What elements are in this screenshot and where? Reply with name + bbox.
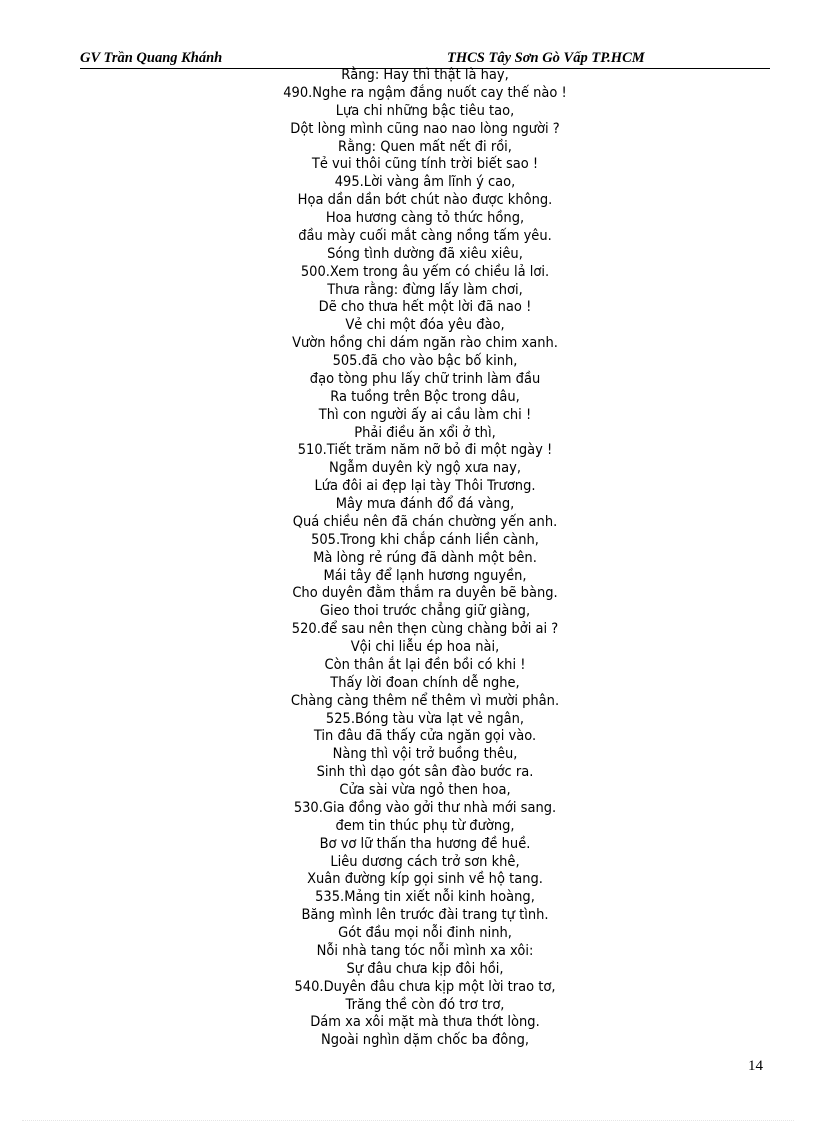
poem-line: Vườn hồng chi dám ngăn rào chim xanh. [292,335,558,352]
poem-line: Vẻ chi một đóa yêu đào, [345,317,505,334]
poem-line: Lứa đôi ai đẹp lại tày Thôi Trương. [314,478,536,495]
poem-line: Mà lòng rẻ rúng đã dành một bên. [313,549,537,566]
poem-line: đầu mày cuối mắt càng nồng tấm yêu. [298,227,552,244]
poem-line: Thấy lời đoan chính dễ nghe, [330,674,520,691]
poem-line: Thì con người ấy ai cầu làm chi ! [318,406,532,423]
poem-line: Mây mưa đánh đổ đá vàng, [335,496,515,512]
poem-line: Thưa rằng: đừng lấy làm chơi, [327,281,523,298]
poem-line: Sự đâu chưa kịp đôi hồi, [346,960,504,977]
poem-line: Sinh thì dạo gót sân đào bước ra. [316,764,534,781]
poem-line: Băng mình lên trước đài trang tự tình. [301,907,549,924]
header-school: THCS Tây Sơn Gò Vấp TP.HCM [447,50,645,66]
poem-line: 505.đã cho vào bậc bố kinh, [332,353,518,369]
poem-line: Liêu dương cách trở sơn khê, [330,853,520,870]
poem-line: 510.Tiết trăm năm nỡ bỏ đi một ngày ! [297,442,553,459]
poem-line: Quá chiều nên đã chán chường yến anh. [292,513,558,530]
poem-line: Mái tây để lạnh hương nguyền, [323,567,527,584]
poem-line: 490.Nghe ra ngậm đắng nuốt cay thế nào ! [283,84,567,101]
poem-line: Hoa hương càng tỏ thức hồng, [325,210,525,226]
poem-line: Nàng thì vội trở buồng thêu, [332,746,518,763]
poem-line: Ra tuồng trên Bộc trong dâu, [330,388,520,405]
poem-line: Vội chi liễu ép hoa nài, [350,639,500,655]
poem-line: Gieo thoi trước chẳng giữ giàng, [319,603,531,620]
header-author: GV Trần Quang Khánh [80,50,223,66]
poem-line: 530.Gia đồng vào gởi thư nhà mới sang. [293,799,557,816]
poem-line: Lựa chi những bậc tiêu tao, [335,102,515,119]
poem-line: Ngoài nghìn dặm chốc ba đông, [320,1032,530,1049]
poem-line: đạo tòng phu lấy chữ trinh làm đầu [309,370,541,387]
poem-line: Xuân đường kíp gọi sinh về hộ tang. [307,871,543,888]
poem-line: Còn thân ắt lại đền bồi có khi ! [324,656,526,673]
poem-line: Nỗi nhà tang tóc nỗi mình xa xôi: [316,942,534,959]
poem-line: 520.để sau nên thẹn cùng chàng bởi ai ? [291,621,559,638]
poem-line: Gót đầu mọi nỗi đinh ninh, [338,925,512,941]
poem-line: Ngẫm duyên kỳ ngộ xưa nay, [328,460,522,477]
poem-line: 525.Bóng tàu vừa lạt vẻ ngân, [325,710,525,727]
poem-line: Tin đâu đã thấy cửa ngăn gọi vào. [313,728,537,745]
poem-line: Tẻ vui thôi cũng tính trời biết sao ! [311,156,539,173]
poem-line: Bơ vơ lữ thấn tha hương đề huề. [319,835,531,852]
poem-line: Cho duyên đằm thắm ra duyên bẽ bàng. [292,585,558,602]
poem-line: 535.Mảng tin xiết nỗi kinh hoàng, [315,889,535,906]
poem-line: 540.Duyên đâu chưa kịp một lời trao tơ, [294,978,556,995]
poem-line: 495.Lời vàng âm lĩnh ý cao, [334,174,516,191]
poem-line: Trăng thề còn đó trơ trơ, [345,996,505,1013]
poem-body [108,67,743,1050]
poem-line: Sóng tình dường đã xiêu xiêu, [327,245,523,262]
poem-line: Chàng càng thêm nể thêm vì mười phân. [290,692,560,709]
bottom-divider [22,1120,794,1121]
poem-line: 505.Trong khi chắp cánh liền cành, [311,531,539,548]
poem-line: Cửa sài vừa ngỏ then hoa, [339,782,511,798]
poem-line: Phải điều ăn xổi ở thì, [354,424,496,441]
poem-line: Dám xa xôi mặt mà thưa thớt lòng. [310,1014,540,1031]
poem-line: Họa dần dần bớt chút nào được không. [297,192,553,209]
poem-line: Rằng: Hay thì thật là hay, [341,67,509,83]
poem-line: Dột lòng mình cũng nao nao lòng người ? [290,120,560,137]
poem-line: 500.Xem trong âu yếm có chiều lả lơi. [300,263,550,280]
page-number: 14 [748,1058,763,1074]
poem-line: đem tin thúc phụ từ đường, [335,817,515,834]
poem-line: Rằng: Quen mất nết đi rồi, [338,138,512,155]
poem-line: Dẽ cho thưa hết một lời đã nao ! [318,299,532,316]
